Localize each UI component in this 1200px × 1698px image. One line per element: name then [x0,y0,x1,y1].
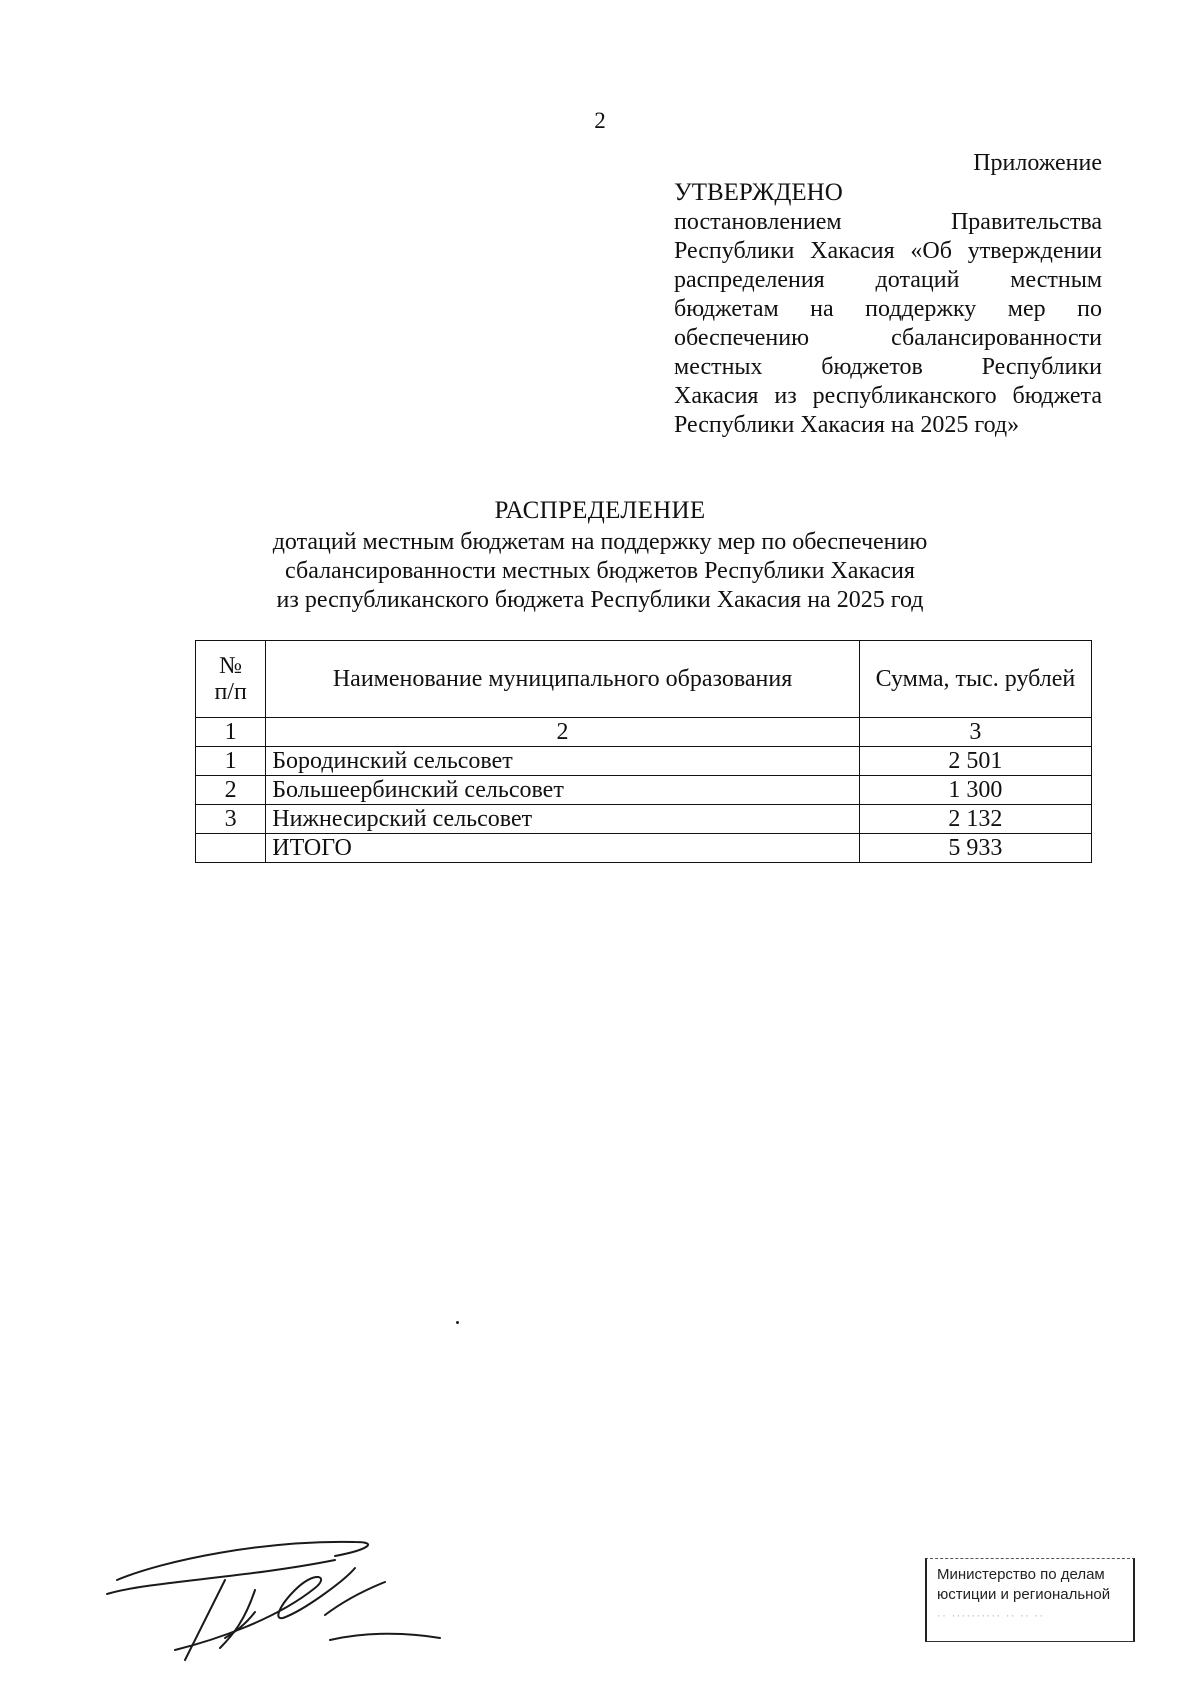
document-title: РАСПРЕДЕЛЕНИЕ [494,497,706,524]
subtitle-line: из республиканского бюджета Республики Хакасия на 2025 год [276,587,924,613]
row-number: 2 [196,776,266,805]
index-cell: 2 [266,718,860,747]
appendix-label: Приложение [973,150,1102,176]
table-row [196,776,1092,805]
row-sum: 2 132 [859,805,1091,834]
total-number [196,834,266,863]
table-total-row [196,834,1092,863]
scan-speck [456,1321,459,1324]
approval-line: постановлением Правительства [674,209,1102,235]
table-index-row [196,718,1092,747]
row-sum: 1 300 [859,776,1091,805]
header-name: Наименование муниципального образования [266,641,860,718]
document-subtitle [0,528,1200,615]
approval-line: распределения дотаций местным [674,267,1102,293]
header-sum: Сумма, тыс. рублей [859,641,1091,718]
index-cell: 1 [196,718,266,747]
subtitle-line: дотаций местным бюджетам на поддержку мер по обеспечению [272,529,928,555]
row-name: Бородинский сельсовет [266,747,860,776]
total-label: ИТОГО [266,834,860,863]
approved-heading: УТВЕРЖДЕНО [674,179,843,206]
handwritten-signature [105,1520,445,1670]
table-row [196,747,1092,776]
row-number: 1 [196,747,266,776]
approval-line: Хакасия из республиканского бюджета [674,383,1102,409]
header-number-abbr: п/п [214,679,247,705]
row-sum: 2 501 [859,747,1091,776]
distribution-table [195,640,1092,863]
stamp-line: юстиции и региональной [937,1586,1111,1603]
row-name: Нижнесирский сельсовет [266,805,860,834]
approval-line: Республики Хакасия на 2025 год» [674,412,1020,438]
index-cell: 3 [859,718,1091,747]
stamp-line: Министерство по делам [937,1566,1105,1583]
row-name: Большеербинский сельсовет [266,776,860,805]
ministry-stamp [925,1558,1135,1642]
approval-line: Республики Хакасия «Об утверждении [674,238,1102,264]
stamp-faded-line: ·· ·········· ·· ·· ·· [937,1608,1045,1622]
total-sum: 5 933 [859,834,1091,863]
approval-line: бюджетам на поддержку мер по [674,296,1102,322]
subtitle-line: сбалансированности местных бюджетов Республики Хакасия [285,558,915,584]
row-number: 3 [196,805,266,834]
table-header-row [196,641,1092,718]
table-row [196,805,1092,834]
approval-line: обеспечению сбалансированности [674,325,1102,351]
approval-line: местных бюджетов Республики [674,354,1102,380]
header-number-symbol: № [219,653,243,679]
page-number: 2 [594,108,606,133]
header-number [196,641,266,718]
approval-block [674,178,1102,440]
